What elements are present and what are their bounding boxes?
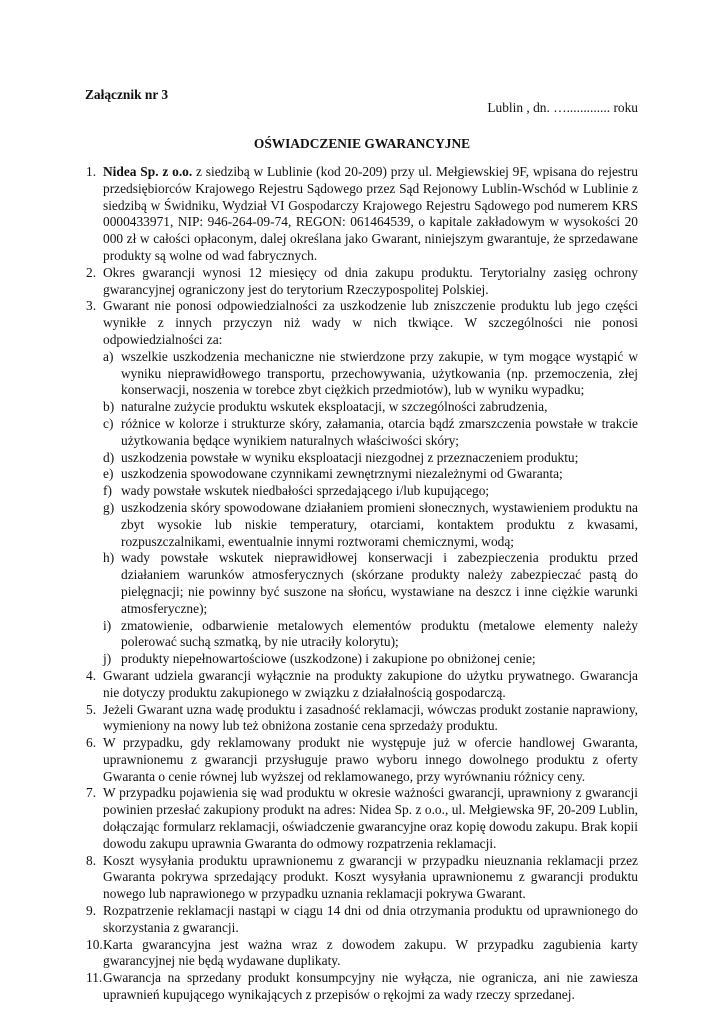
item-number: 5. (86, 701, 97, 717)
document-title: OŚWIADCZENIE GWARANCYJNE (253, 136, 471, 151)
item-text: Rozpatrzenie reklamacji nastąpi w ciągu 14 dni od dnia otrzymania produktu od uprawnionego do skorzystania z gwarancji. (103, 903, 638, 935)
item-text: Okres gwarancji wynosi 12 miesięcy od dnia zakupu produktu. Terytorialny zasięg ochrony gwarancyjnej ograniczony jest do terytorium Rzeczypospolitej Polskiej. (103, 264, 638, 297)
sub-item-text: uszkodzenia powstałe w wyniku eksploatacji niezgodnej z przeznaczeniem produktu; (121, 449, 579, 465)
list-item (86, 164, 638, 265)
item-number: 11. (86, 970, 103, 986)
sub-item-letter: a) (103, 348, 114, 364)
list-item (86, 702, 638, 736)
item-text: Jeżeli Gwarant uzna wadę produktu i zasadność reklamacji, wówczas produkt zostanie naprawiony, wymieniony na nowy lub też obniżona zostanie cena sprzedaży produktu. (103, 701, 638, 734)
sub-item-text: wady powstałe wskutek niedbałości sprzedającego i/lub kupującego; (121, 483, 490, 499)
item-number: 2. (86, 264, 97, 280)
item-number: 3. (86, 298, 97, 314)
item-text: Karta gwarancyjna jest ważna wraz z dowodem zakupu. W przypadku zagubienia karty gwarancyjnej nie będą wydawane duplikaty. (103, 936, 638, 969)
item-text: Gwarancja na sprzedany produkt konsumpcyjny nie wyłącza, nie ogranicza, ani nie zawiesza uprawnień kupującego wynikających z przepisów o rękojmi za wady rzeczy sprzedanej. (103, 970, 638, 1003)
item-text: Gwarant udziela gwarancji wyłącznie na produkty zakupione do użytku prywatnego. Gwarancja nie dotyczy produktu zakupionego w związku z działalnością gospodarczą. (103, 667, 638, 700)
item-number: 10. (86, 936, 103, 952)
sub-item-text: zmatowienie, odbarwienie metalowych elementów produktu (metalowe elementy należy polerować suchą szmatką, by nie utraciły kolorytu); (121, 617, 638, 650)
sub-list-item (103, 550, 638, 617)
list-item (86, 735, 638, 785)
sub-list-item (103, 416, 638, 450)
sub-item-text: wszelkie uszkodzenia mechaniczne nie stwierdzone przy zakupie, w tym mogące wystąpić w wyniku nieprawidłowego transportu, przechowywania, użytkowania (np. przemoczenia, złej konserwacji, noszenia w torebce zbyt ciężkich przedmiotów), lub w wyniku wypadku; (121, 348, 638, 398)
place-date-line: Lublin , dn. …............. roku (487, 100, 638, 115)
item-text: Koszt wysyłania produktu uprawnionemu z gwarancji w przypadku nieuznania reklamacji przez Gwaranta pokrywa sprzedający produkt. Koszt wysyłania uprawnionemu z gwarancji produktu nowego lub naprawionego w przypadku uznania reklamacji pokrywa Gwarant. (103, 852, 638, 902)
sub-item-letter: g) (103, 499, 115, 515)
item-text: z siedzibą w Lublinie (kod 20-209) przy ul. Mełgiewskiej 9F, wpisana do rejestru przedsiębiorców Krajowego Rejestru Sądowego przez Sąd Rejonowy Lublin-Wschód w Lublinie z siedzibą w Świdniku, Wydział VI Gospodarczy Krajowego Rejestru Sądowego pod numerem KRS 0000433971, NIP: 946-264-09-74, REGON: 061464539, o kapitale zakładowym w wysokości 20 000 zł w całości opłaconym, dalej określana jako Gwarant, niniejszym gwarantuje, że sprzedawane produkty są wolne od wad fabrycznych. (103, 164, 638, 263)
item-number: 4. (86, 667, 97, 683)
sub-list-item (103, 651, 638, 668)
list-item (86, 668, 638, 702)
annex-label: Załącznik nr 3 (85, 87, 169, 102)
sub-item-letter: c) (103, 415, 114, 431)
sub-item-text: wady powstałe wskutek nieprawidłowej konserwacji i zabezpieczenia produktu przed działaniem warunków atmosferycznych (skórzane produkty należy zabezpieczać pastą do pielęgnacji; nie powinny być suszone na słońcu, wystawiane na deszcz i inne ciężkie warunki atmosferyczne); (121, 550, 638, 616)
warranty-terms-list (86, 164, 638, 1004)
item-text: W przypadku pojawienia się wad produktu w okresie ważności gwarancji, uprawniony z gwarancji powinien przesłać zakupiony produkt na adres: Nidea Sp. z o.o., ul. Mełgiewska 9F, 20-209 Lublin, dołączając formularz reklamacji, oświadczenie gwarancyjne oraz kopię dowodu zakupu. Brak kopii dowodu zakupu uprawnia Gwaranta do odmowy rozpatrzenia reklamacji. (103, 785, 638, 851)
item-text: W przypadku, gdy reklamowany produkt nie występuje już w ofercie handlowej Gwaranta, uprawnionemu z gwarancji przysługuje prawo wyboru innego dowolnego produktu z oferty Gwaranta o cenie równej lub wyższej od reklamowanego, przy wyrównaniu różnicy ceny. (103, 735, 638, 784)
list-item (86, 903, 638, 937)
sub-list-item (103, 483, 638, 500)
item-text: Gwarant nie ponosi odpowiedzialności za uszkodzenie lub zniszczenie produktu lub jego części wynikłe z innych przyczyn niż wady w nich tkwiące. W szczególności nie ponosi odpowiedzialności za: (103, 298, 638, 347)
sub-list-item (103, 349, 638, 399)
sub-item-text: naturalne zużycie produktu wskutek eksploatacji, w szczególności zabrudzenia, (121, 399, 548, 415)
sub-item-letter: b) (103, 399, 115, 415)
sub-item-text: uszkodzenia spowodowane czynnikami zewnętrznymi niezależnymi od Gwaranta; (121, 466, 563, 482)
item-number: 8. (86, 852, 97, 868)
sub-list-item (103, 399, 638, 416)
sub-list-item (103, 618, 638, 652)
list-item (86, 937, 638, 971)
sub-item-letter: e) (103, 466, 114, 482)
sub-item-letter: i) (103, 617, 112, 633)
company-name: Nidea Sp. z o.o. (103, 164, 193, 179)
sub-item-text: produkty niepełnowartościowe (uszkodzone) i zakupione po obniżonej cenie; (121, 651, 536, 667)
sub-item-letter: d) (103, 449, 115, 465)
sub-list-item (103, 500, 638, 550)
sub-item-text: uszkodzenia skóry spowodowane działaniem promieni słonecznych, wystawieniem produktu na zbyt wysokie lub niskie temperatury, otarciami, kontaktem produktu z kwasami, rozpuszczalnikami, ewentualnie innymi roztworami chemicznymi, wodą; (121, 499, 638, 549)
list-item (86, 853, 638, 903)
exclusions-list (103, 349, 638, 668)
list-item (86, 970, 638, 1004)
sub-item-letter: j) (103, 651, 112, 667)
list-item (86, 298, 638, 668)
item-number: 6. (86, 735, 97, 751)
list-item (86, 785, 638, 852)
item-number: 7. (86, 785, 97, 801)
sub-item-letter: f) (103, 483, 112, 499)
sub-item-text: różnice w kolorze i strukturze skóry, załamania, otarcia bądź zmarszczenia powstałe w trakcie użytkowania będące wynikiem naturalnych właściwości skóry; (121, 415, 638, 448)
sub-list-item (103, 466, 638, 483)
sub-list-item (103, 450, 638, 467)
item-number: 9. (86, 903, 97, 919)
item-number: 1. (86, 164, 97, 179)
sub-item-letter: h) (103, 550, 115, 566)
list-item (86, 265, 638, 299)
